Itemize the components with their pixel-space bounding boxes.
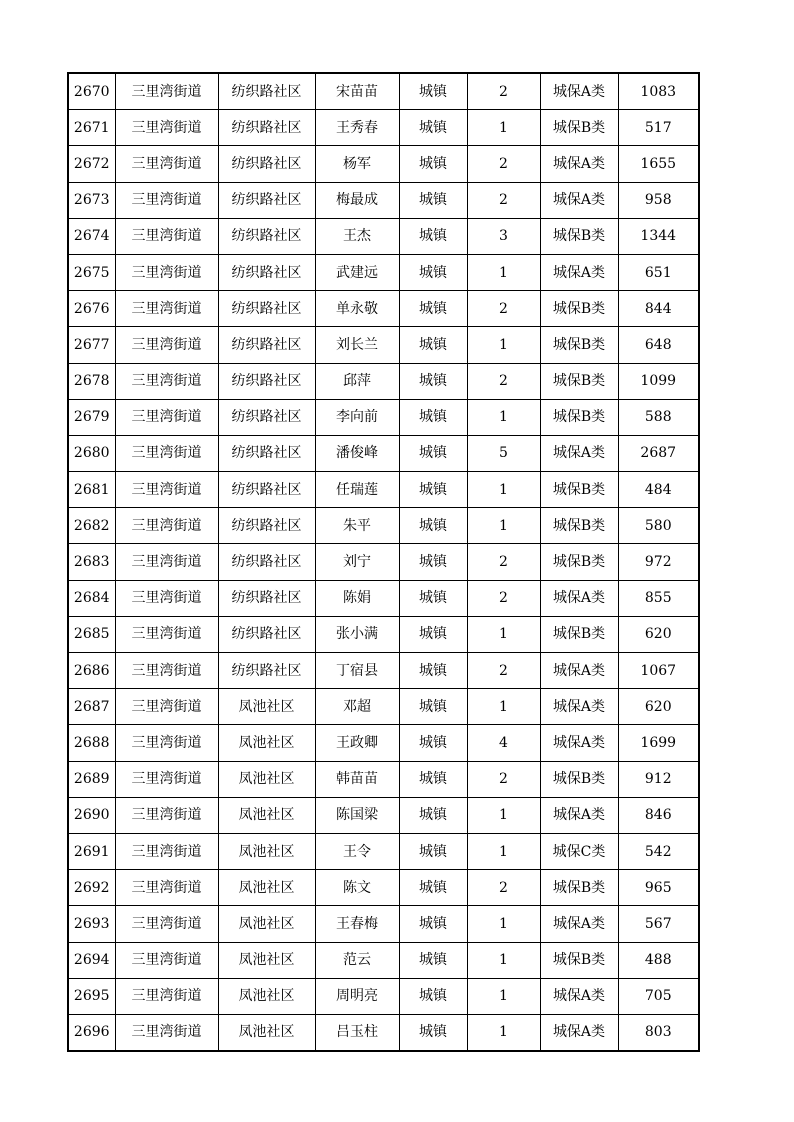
- household-type-cell: 城镇: [399, 616, 467, 652]
- amount-cell: 1699: [618, 725, 699, 761]
- table-row: [68, 110, 699, 146]
- amount-cell: 580: [618, 508, 699, 544]
- category-cell: 城保B类: [540, 870, 618, 906]
- household-type-cell: 城镇: [399, 435, 467, 471]
- household-type-cell: 城镇: [399, 73, 467, 110]
- household-type-cell: 城镇: [399, 906, 467, 942]
- household-type-cell: 城镇: [399, 580, 467, 616]
- subdistrict-cell: 三里湾街道: [115, 182, 218, 218]
- subdistrict-cell: 三里湾街道: [115, 146, 218, 182]
- category-cell: 城保B类: [540, 110, 618, 146]
- community-cell: 纺织路社区: [218, 580, 315, 616]
- community-cell: 纺织路社区: [218, 327, 315, 363]
- table-row: [68, 833, 699, 869]
- name-cell: 宋苗苗: [315, 73, 399, 110]
- member-count-cell: 1: [467, 978, 540, 1014]
- table-row: [68, 870, 699, 906]
- community-cell: 凤池社区: [218, 978, 315, 1014]
- member-count-cell: 2: [467, 544, 540, 580]
- name-cell: 刘宁: [315, 544, 399, 580]
- member-count-cell: 1: [467, 399, 540, 435]
- category-cell: 城保A类: [540, 978, 618, 1014]
- category-cell: 城保B类: [540, 942, 618, 978]
- row-number-cell: 2694: [68, 942, 115, 978]
- household-type-cell: 城镇: [399, 942, 467, 978]
- name-cell: 任瑞莲: [315, 472, 399, 508]
- category-cell: 城保B类: [540, 508, 618, 544]
- household-type-cell: 城镇: [399, 327, 467, 363]
- household-type-cell: 城镇: [399, 797, 467, 833]
- category-cell: 城保A类: [540, 580, 618, 616]
- amount-cell: 855: [618, 580, 699, 616]
- community-cell: 纺织路社区: [218, 508, 315, 544]
- table-row: [68, 978, 699, 1014]
- table-row: [68, 544, 699, 580]
- community-cell: 凤池社区: [218, 797, 315, 833]
- name-cell: 朱平: [315, 508, 399, 544]
- subdistrict-cell: 三里湾街道: [115, 399, 218, 435]
- subdistrict-cell: 三里湾街道: [115, 942, 218, 978]
- household-type-cell: 城镇: [399, 508, 467, 544]
- member-count-cell: 4: [467, 725, 540, 761]
- amount-cell: 1344: [618, 218, 699, 254]
- household-type-cell: 城镇: [399, 761, 467, 797]
- subdistrict-cell: 三里湾街道: [115, 110, 218, 146]
- category-cell: 城保B类: [540, 291, 618, 327]
- row-number-cell: 2682: [68, 508, 115, 544]
- amount-cell: 588: [618, 399, 699, 435]
- row-number-cell: 2688: [68, 725, 115, 761]
- subdistrict-cell: 三里湾街道: [115, 725, 218, 761]
- name-cell: 杨军: [315, 146, 399, 182]
- household-type-cell: 城镇: [399, 399, 467, 435]
- community-cell: 纺织路社区: [218, 363, 315, 399]
- amount-cell: 651: [618, 254, 699, 290]
- category-cell: 城保A类: [540, 797, 618, 833]
- table-row: [68, 363, 699, 399]
- amount-cell: 567: [618, 906, 699, 942]
- category-cell: 城保A类: [540, 254, 618, 290]
- row-number-cell: 2691: [68, 833, 115, 869]
- household-type-cell: 城镇: [399, 1014, 467, 1051]
- subdistrict-cell: 三里湾街道: [115, 73, 218, 110]
- amount-cell: 1099: [618, 363, 699, 399]
- household-type-cell: 城镇: [399, 110, 467, 146]
- subdistrict-cell: 三里湾街道: [115, 544, 218, 580]
- household-type-cell: 城镇: [399, 833, 467, 869]
- subdistrict-cell: 三里湾街道: [115, 218, 218, 254]
- subdistrict-cell: 三里湾街道: [115, 1014, 218, 1051]
- category-cell: 城保B类: [540, 218, 618, 254]
- community-cell: 凤池社区: [218, 1014, 315, 1051]
- member-count-cell: 1: [467, 472, 540, 508]
- household-type-cell: 城镇: [399, 472, 467, 508]
- member-count-cell: 2: [467, 73, 540, 110]
- subdistrict-cell: 三里湾街道: [115, 291, 218, 327]
- row-number-cell: 2672: [68, 146, 115, 182]
- name-cell: 范云: [315, 942, 399, 978]
- name-cell: 陈文: [315, 870, 399, 906]
- member-count-cell: 1: [467, 689, 540, 725]
- row-number-cell: 2681: [68, 472, 115, 508]
- name-cell: 邱萍: [315, 363, 399, 399]
- subdistrict-cell: 三里湾街道: [115, 870, 218, 906]
- household-type-cell: 城镇: [399, 689, 467, 725]
- subdistrict-cell: 三里湾街道: [115, 906, 218, 942]
- row-number-cell: 2685: [68, 616, 115, 652]
- name-cell: 邓超: [315, 689, 399, 725]
- table-row: [68, 435, 699, 471]
- subdistrict-cell: 三里湾街道: [115, 472, 218, 508]
- table-row: [68, 508, 699, 544]
- name-cell: 刘长兰: [315, 327, 399, 363]
- community-cell: 纺织路社区: [218, 653, 315, 689]
- row-number-cell: 2687: [68, 689, 115, 725]
- row-number-cell: 2671: [68, 110, 115, 146]
- name-cell: 潘俊峰: [315, 435, 399, 471]
- table-row: [68, 653, 699, 689]
- table-row: [68, 797, 699, 833]
- amount-cell: 803: [618, 1014, 699, 1051]
- member-count-cell: 1: [467, 942, 540, 978]
- household-type-cell: 城镇: [399, 182, 467, 218]
- household-type-cell: 城镇: [399, 544, 467, 580]
- community-cell: 纺织路社区: [218, 146, 315, 182]
- household-type-cell: 城镇: [399, 218, 467, 254]
- amount-cell: 517: [618, 110, 699, 146]
- table-row: [68, 761, 699, 797]
- row-number-cell: 2692: [68, 870, 115, 906]
- member-count-cell: 2: [467, 363, 540, 399]
- subdistrict-cell: 三里湾街道: [115, 363, 218, 399]
- table-row: [68, 1014, 699, 1051]
- amount-cell: 542: [618, 833, 699, 869]
- name-cell: 王政卿: [315, 725, 399, 761]
- member-count-cell: 1: [467, 797, 540, 833]
- community-cell: 纺织路社区: [218, 254, 315, 290]
- data-table: [67, 72, 700, 1052]
- row-number-cell: 2674: [68, 218, 115, 254]
- subdistrict-cell: 三里湾街道: [115, 616, 218, 652]
- subdistrict-cell: 三里湾街道: [115, 833, 218, 869]
- household-type-cell: 城镇: [399, 291, 467, 327]
- community-cell: 凤池社区: [218, 906, 315, 942]
- household-type-cell: 城镇: [399, 725, 467, 761]
- member-count-cell: 1: [467, 616, 540, 652]
- community-cell: 纺织路社区: [218, 73, 315, 110]
- table-row: [68, 291, 699, 327]
- member-count-cell: 2: [467, 291, 540, 327]
- name-cell: 单永敬: [315, 291, 399, 327]
- row-number-cell: 2673: [68, 182, 115, 218]
- category-cell: 城保A类: [540, 182, 618, 218]
- community-cell: 凤池社区: [218, 689, 315, 725]
- member-count-cell: 5: [467, 435, 540, 471]
- table-row: [68, 73, 699, 110]
- amount-cell: 620: [618, 689, 699, 725]
- community-cell: 纺织路社区: [218, 544, 315, 580]
- community-cell: 纺织路社区: [218, 616, 315, 652]
- row-number-cell: 2689: [68, 761, 115, 797]
- category-cell: 城保A类: [540, 1014, 618, 1051]
- name-cell: 梅最成: [315, 182, 399, 218]
- row-number-cell: 2690: [68, 797, 115, 833]
- community-cell: 凤池社区: [218, 725, 315, 761]
- row-number-cell: 2693: [68, 906, 115, 942]
- table-row: [68, 906, 699, 942]
- row-number-cell: 2684: [68, 580, 115, 616]
- member-count-cell: 2: [467, 761, 540, 797]
- member-count-cell: 1: [467, 1014, 540, 1051]
- name-cell: 王令: [315, 833, 399, 869]
- member-count-cell: 1: [467, 110, 540, 146]
- row-number-cell: 2679: [68, 399, 115, 435]
- community-cell: 凤池社区: [218, 833, 315, 869]
- table-body: [68, 73, 699, 1051]
- category-cell: 城保B类: [540, 363, 618, 399]
- category-cell: 城保A类: [540, 653, 618, 689]
- table-row: [68, 942, 699, 978]
- table-row: [68, 182, 699, 218]
- amount-cell: 488: [618, 942, 699, 978]
- amount-cell: 912: [618, 761, 699, 797]
- name-cell: 丁宿县: [315, 653, 399, 689]
- name-cell: 王杰: [315, 218, 399, 254]
- household-type-cell: 城镇: [399, 870, 467, 906]
- row-number-cell: 2695: [68, 978, 115, 1014]
- subdistrict-cell: 三里湾街道: [115, 978, 218, 1014]
- amount-cell: 846: [618, 797, 699, 833]
- household-type-cell: 城镇: [399, 146, 467, 182]
- community-cell: 纺织路社区: [218, 218, 315, 254]
- name-cell: 陈娟: [315, 580, 399, 616]
- category-cell: 城保A类: [540, 725, 618, 761]
- table-row: [68, 254, 699, 290]
- community-cell: 凤池社区: [218, 761, 315, 797]
- member-count-cell: 2: [467, 580, 540, 616]
- category-cell: 城保B类: [540, 327, 618, 363]
- category-cell: 城保A类: [540, 435, 618, 471]
- table-row: [68, 472, 699, 508]
- amount-cell: 1067: [618, 653, 699, 689]
- row-number-cell: 2686: [68, 653, 115, 689]
- table-row: [68, 689, 699, 725]
- row-number-cell: 2675: [68, 254, 115, 290]
- community-cell: 凤池社区: [218, 870, 315, 906]
- name-cell: 周明亮: [315, 978, 399, 1014]
- row-number-cell: 2677: [68, 327, 115, 363]
- member-count-cell: 2: [467, 182, 540, 218]
- table-row: [68, 580, 699, 616]
- category-cell: 城保A类: [540, 73, 618, 110]
- household-type-cell: 城镇: [399, 254, 467, 290]
- name-cell: 韩苗苗: [315, 761, 399, 797]
- name-cell: 李向前: [315, 399, 399, 435]
- category-cell: 城保B类: [540, 616, 618, 652]
- amount-cell: 1655: [618, 146, 699, 182]
- member-count-cell: 1: [467, 833, 540, 869]
- community-cell: 凤池社区: [218, 942, 315, 978]
- member-count-cell: 2: [467, 653, 540, 689]
- category-cell: 城保B类: [540, 399, 618, 435]
- category-cell: 城保B类: [540, 544, 618, 580]
- table-row: [68, 327, 699, 363]
- household-type-cell: 城镇: [399, 978, 467, 1014]
- name-cell: 陈国梁: [315, 797, 399, 833]
- subdistrict-cell: 三里湾街道: [115, 254, 218, 290]
- household-type-cell: 城镇: [399, 653, 467, 689]
- name-cell: 吕玉柱: [315, 1014, 399, 1051]
- table-row: [68, 399, 699, 435]
- amount-cell: 2687: [618, 435, 699, 471]
- community-cell: 纺织路社区: [218, 291, 315, 327]
- subdistrict-cell: 三里湾街道: [115, 761, 218, 797]
- row-number-cell: 2676: [68, 291, 115, 327]
- row-number-cell: 2683: [68, 544, 115, 580]
- table-row: [68, 146, 699, 182]
- member-count-cell: 1: [467, 508, 540, 544]
- amount-cell: 648: [618, 327, 699, 363]
- category-cell: 城保A类: [540, 906, 618, 942]
- category-cell: 城保A类: [540, 146, 618, 182]
- table-row: [68, 616, 699, 652]
- amount-cell: 844: [618, 291, 699, 327]
- subdistrict-cell: 三里湾街道: [115, 327, 218, 363]
- amount-cell: 620: [618, 616, 699, 652]
- amount-cell: 705: [618, 978, 699, 1014]
- community-cell: 纺织路社区: [218, 435, 315, 471]
- subdistrict-cell: 三里湾街道: [115, 580, 218, 616]
- member-count-cell: 1: [467, 327, 540, 363]
- subdistrict-cell: 三里湾街道: [115, 435, 218, 471]
- row-number-cell: 2678: [68, 363, 115, 399]
- member-count-cell: 1: [467, 254, 540, 290]
- amount-cell: 1083: [618, 73, 699, 110]
- community-cell: 纺织路社区: [218, 182, 315, 218]
- amount-cell: 958: [618, 182, 699, 218]
- category-cell: 城保A类: [540, 689, 618, 725]
- amount-cell: 965: [618, 870, 699, 906]
- member-count-cell: 2: [467, 146, 540, 182]
- category-cell: 城保B类: [540, 761, 618, 797]
- name-cell: 王春梅: [315, 906, 399, 942]
- name-cell: 张小满: [315, 616, 399, 652]
- name-cell: 武建远: [315, 254, 399, 290]
- subdistrict-cell: 三里湾街道: [115, 653, 218, 689]
- name-cell: 王秀春: [315, 110, 399, 146]
- member-count-cell: 3: [467, 218, 540, 254]
- member-count-cell: 2: [467, 870, 540, 906]
- table-row: [68, 218, 699, 254]
- subdistrict-cell: 三里湾街道: [115, 689, 218, 725]
- household-type-cell: 城镇: [399, 363, 467, 399]
- amount-cell: 484: [618, 472, 699, 508]
- community-cell: 纺织路社区: [218, 110, 315, 146]
- subdistrict-cell: 三里湾街道: [115, 508, 218, 544]
- subdistrict-cell: 三里湾街道: [115, 797, 218, 833]
- row-number-cell: 2670: [68, 73, 115, 110]
- table-row: [68, 725, 699, 761]
- row-number-cell: 2696: [68, 1014, 115, 1051]
- member-count-cell: 1: [467, 906, 540, 942]
- category-cell: 城保C类: [540, 833, 618, 869]
- row-number-cell: 2680: [68, 435, 115, 471]
- community-cell: 纺织路社区: [218, 399, 315, 435]
- category-cell: 城保B类: [540, 472, 618, 508]
- amount-cell: 972: [618, 544, 699, 580]
- community-cell: 纺织路社区: [218, 472, 315, 508]
